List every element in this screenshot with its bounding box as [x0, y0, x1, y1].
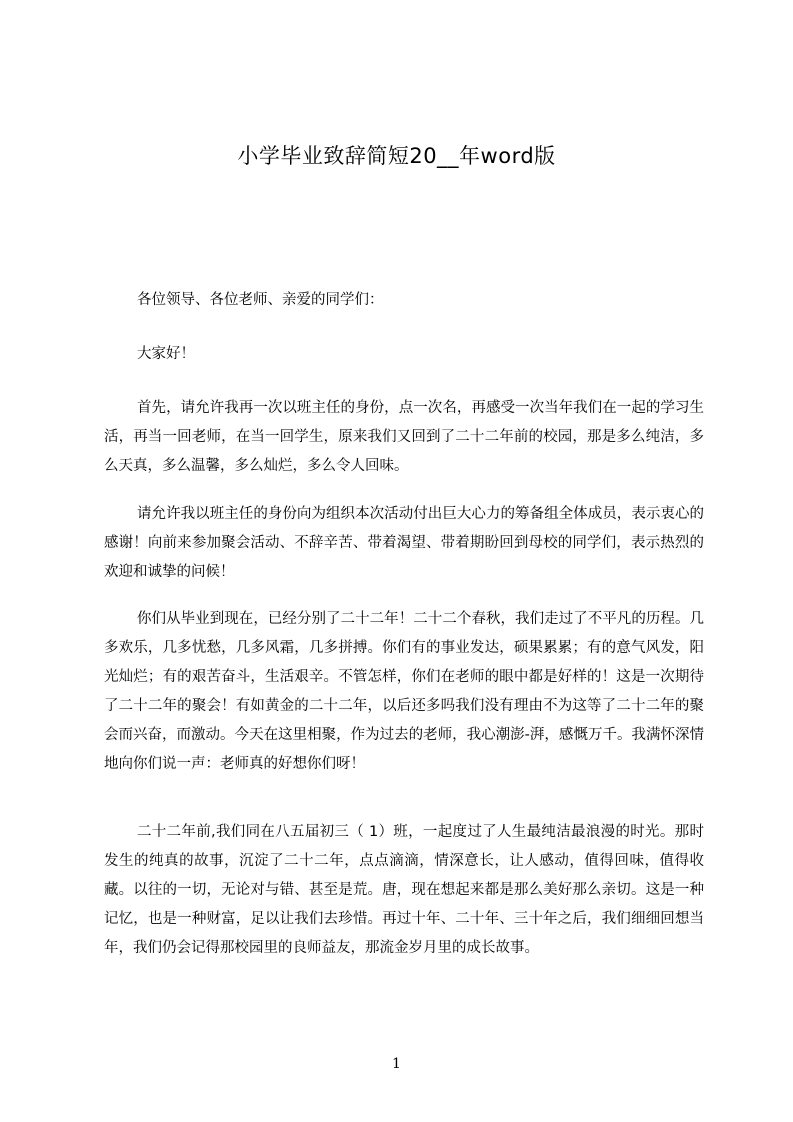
body-paragraph-3: 你们从毕业到现在，已经分别了二十二年！二十二个春秋，我们走过了不平凡的历程。几多欢乐，几多忧愁，几多风霜，几多拼搏。你们有的事业发达，硕果累累；有的意气风发，阳光灿烂；有的艰苦奋斗，生活艰辛。不管怎样，你们在老师的眼中都是好样的！这是一次期待了二十二年的聚会！有如黄金的二十二年，以后还多吗我们没有理由不为这等了二十二年的聚会而兴奋，而激动。今天在这里相聚，作为过去的老师，我心潮澎-湃，感慨万千。我满怀深情地向你们说一声：老师真的好想你们呀！	[104, 611, 704, 772]
document-title: 小学毕业致辞简短20__年word版	[237, 144, 556, 168]
body-paragraph-2: 请允许我以班主任的身份向为组织本次活动付出巨大心力的筹备组全体成员，表示衷心的感谢！向前来参加聚会活动、不辞辛苦、带着渴望、带着期盼回到母校的同学们，表示热烈的欢迎和诚挚的问候！	[104, 506, 704, 580]
page-number: 1	[392, 1056, 401, 1072]
salutation-paragraph: 各位领导、各位老师、亲爱的同学们：	[137, 292, 384, 308]
greeting-paragraph: 大家好！	[137, 346, 195, 362]
body-paragraph-1: 首先，请允许我再一次以班主任的身份，点一次名，再感受一次当年我们在一起的学习生活，再当一回老师，在当一回学生，原来我们又回到了二十二年前的校园，那是多么纯洁，多么天真，多么温馨，多么灿烂，多么令人回味。	[104, 400, 704, 474]
body-paragraph-4: 二十二年前,我们同在八五届初三（ 1）班，一起度过了人生最纯洁最浪漫的时光。那时发生的纯真的故事，沉淀了二十二年，点点滴滴，情深意长，让人感动，值得回味，值得收藏。以往的一切，无论对与错、甚至是荒。唐，现在想起来都是那么美好那么亲切。这是一种记忆，也是一种财富，足以让我们去珍惜。再过十年、二十年、三十年之后，我们细细回想当年，我们仍会记得那校园里的良师益友，那流金岁月里的成长故事。	[104, 824, 704, 956]
